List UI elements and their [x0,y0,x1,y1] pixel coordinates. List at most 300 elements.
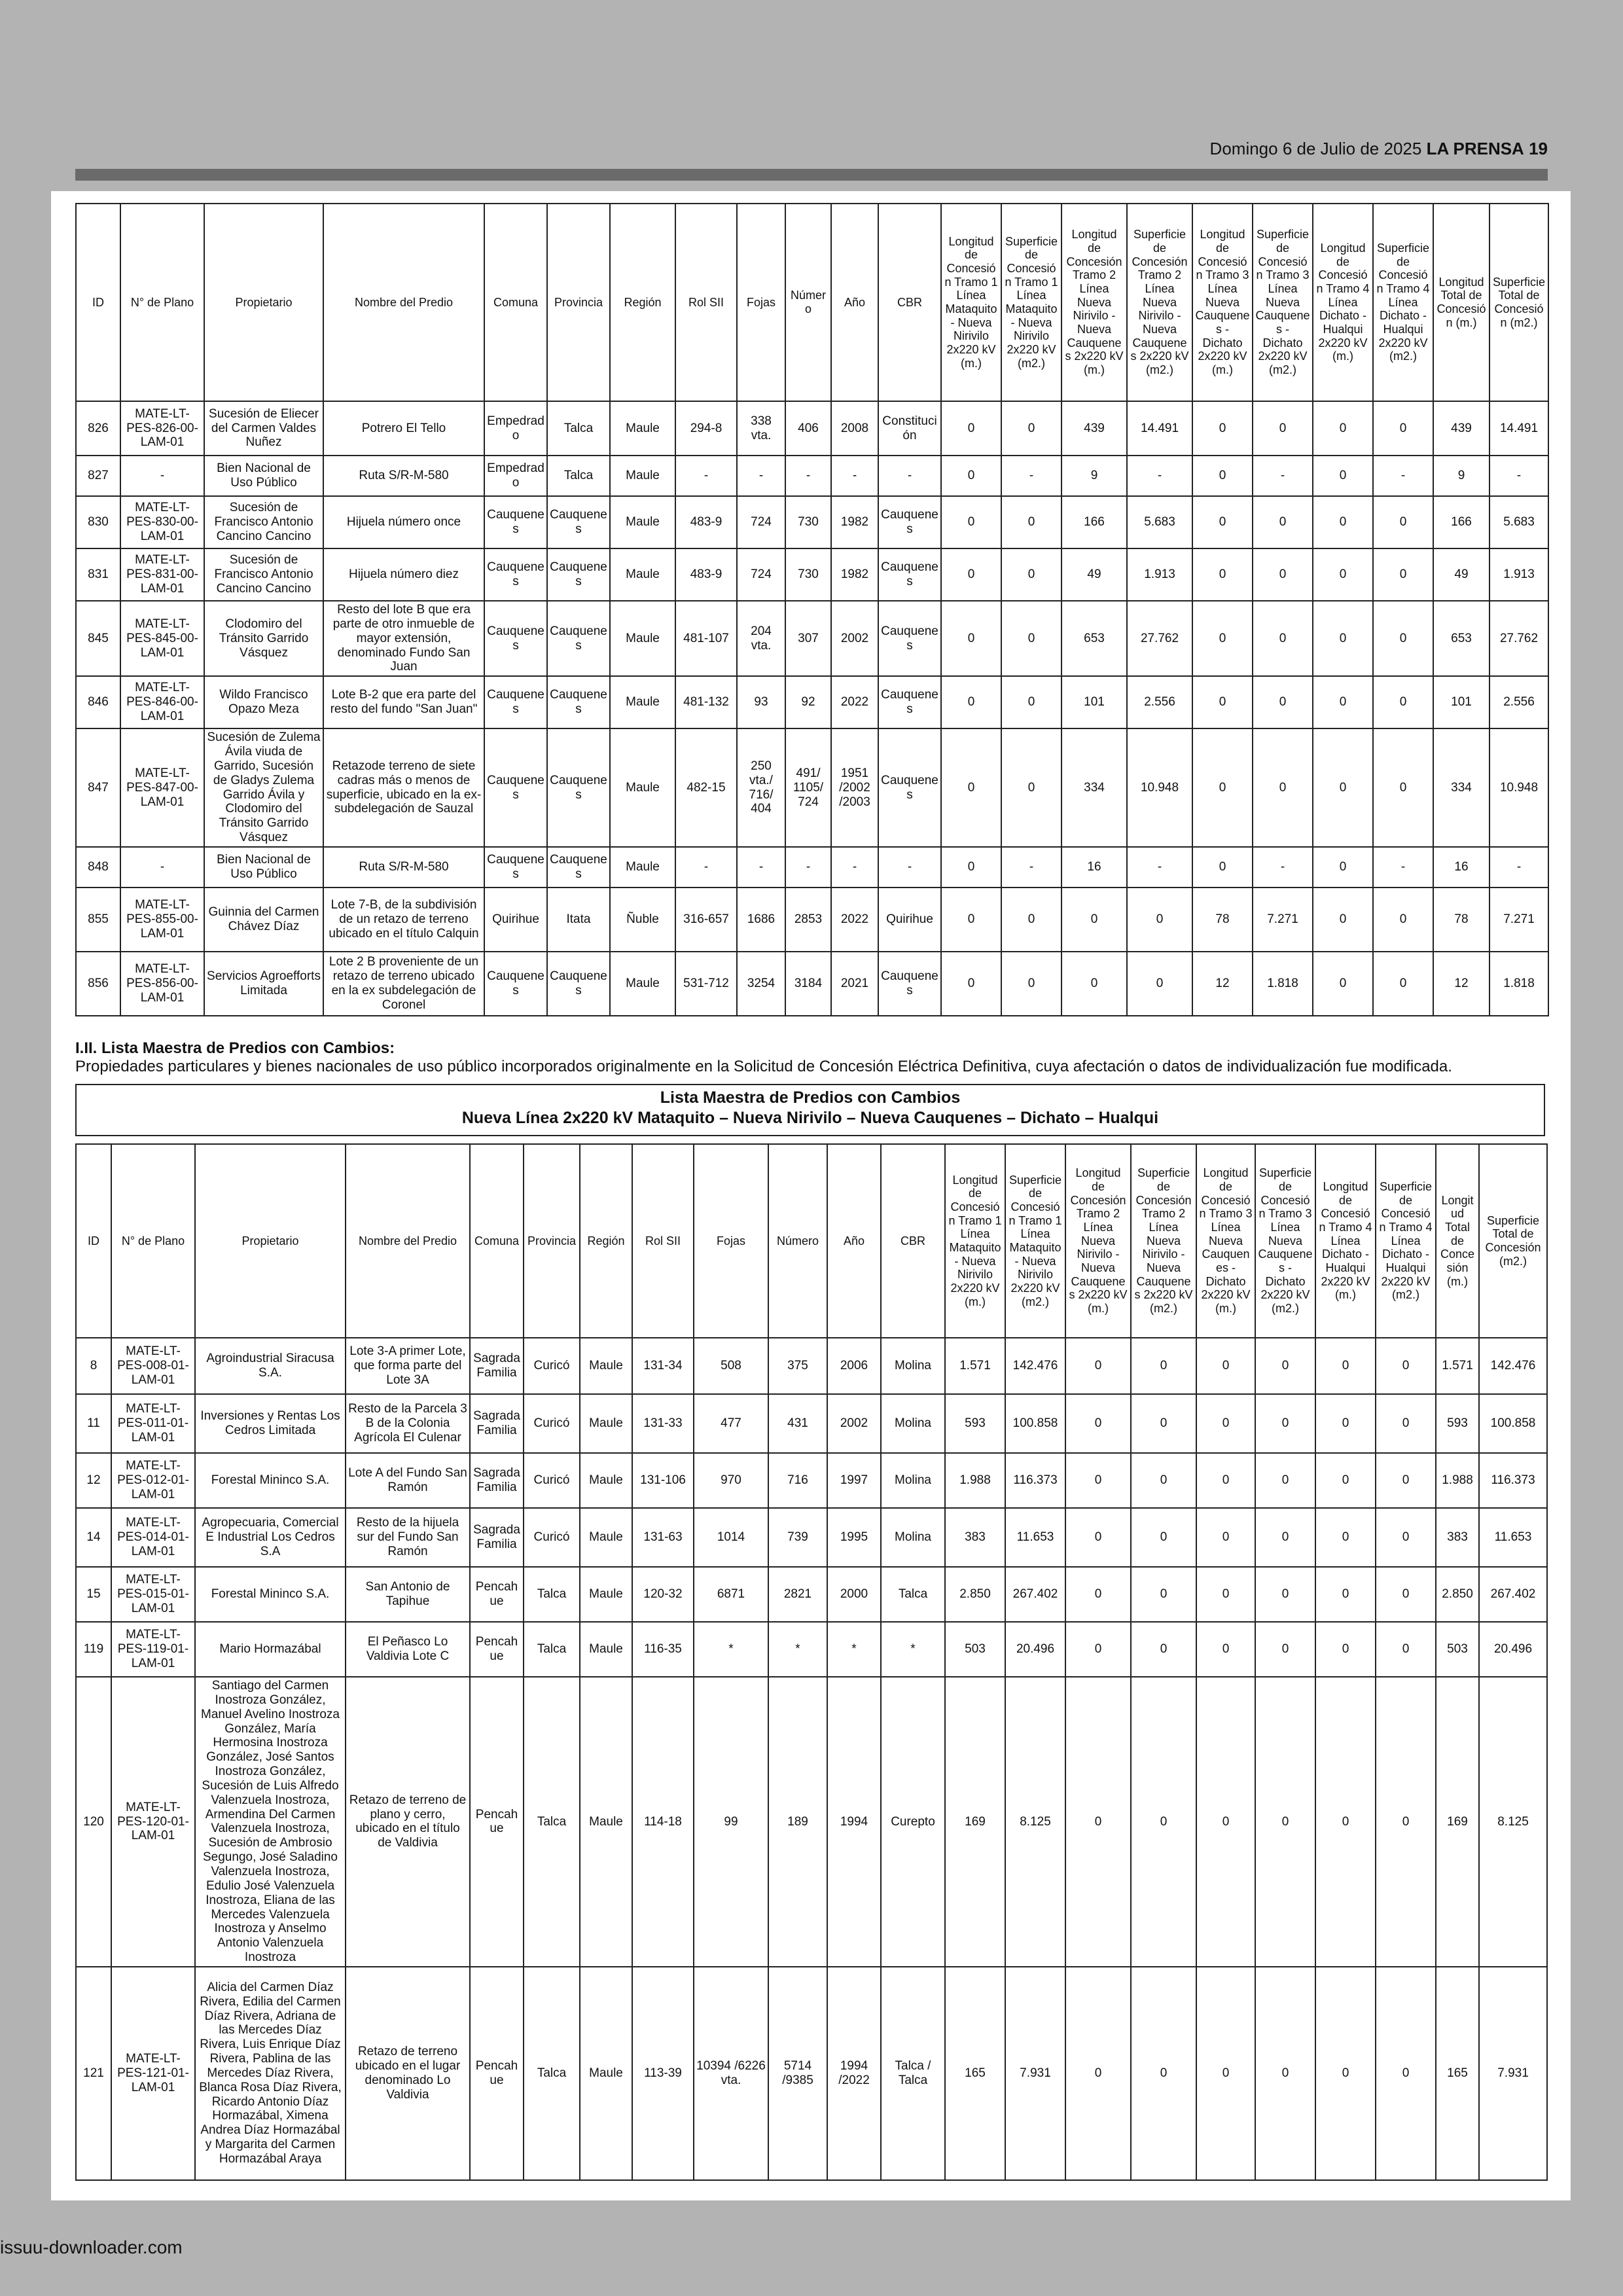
table-row [76,1567,1547,1622]
table-cell: 439 [1061,401,1127,456]
table-cell: Talca [524,1567,580,1622]
column-header: Longitud de Concesión Tramo 4 Línea Dichato - Hualqui 2x220 kV (m.) [1315,1144,1376,1338]
column-header: N° de Plano [120,204,204,401]
table-cell: 11.653 [1005,1508,1065,1567]
table-cell: 16 [1433,847,1489,888]
table-cell: 0 [1373,728,1433,847]
table-cell: 0 [1061,888,1127,952]
table-cell: 0 [941,601,1001,676]
table-cell: Retazode terreno de siete cadras más o menos de superficie, ubicado en la ex-subdelegación de Sauzal [323,728,484,847]
table-cell: Clodomiro del Tránsito Garrido Vásquez [204,601,323,676]
table-cell: Cauquenes [484,676,547,728]
table-cell: Sagrada Familia [470,1394,524,1453]
table-cell: 14.491 [1127,401,1192,456]
table-cell: 1014 [694,1508,768,1567]
table-cell: 11 [76,1394,111,1453]
table-cell: 131-34 [632,1338,694,1394]
table-row [76,1967,1547,2180]
table-cell: 0 [1196,1453,1255,1508]
table-cell: Cauquenes [878,676,941,728]
table-cell: 0 [1255,1453,1315,1508]
column-header: N° de Plano [111,1144,195,1338]
table-cell: 165 [1436,1967,1479,2180]
table-cell: 0 [1192,401,1253,456]
table-cell: 7.271 [1253,888,1313,952]
table-cell: 0 [1192,496,1253,548]
table-cell: 0 [1313,952,1373,1016]
table-row [76,676,1548,728]
table-cell: Cauquenes [484,847,547,888]
page-number: 19 [1529,139,1548,158]
table-cell: 92 [785,676,831,728]
table-cell: 120 [76,1677,111,1967]
table-cell: 294-8 [675,401,737,456]
table-cell: - [785,847,831,888]
table-cell: 0 [1313,496,1373,548]
table-cell: 375 [768,1338,827,1394]
table-cell: Maule [610,847,675,888]
table-cell: 267.402 [1479,1567,1547,1622]
table-cell: Agropecuaria, Comercial E Industrial Los Cedros S.A [195,1508,346,1567]
table-cell: 2022 [831,888,878,952]
table-cell: Agroindustrial Siracusa S.A. [195,1338,346,1394]
table-cell: 119 [76,1622,111,1677]
table-cell: 0 [1131,1567,1196,1622]
table-cell: 593 [945,1394,1005,1453]
table-cell: 49 [1061,548,1127,601]
table-cell: MATE-LT-PES-855-00-LAM-01 [120,888,204,952]
table-cell: 0 [1313,847,1373,888]
column-header: Provincia [524,1144,580,1338]
column-header: Superficie de Concesión Tramo 4 Línea Dichato - Hualqui 2x220 kV (m2.) [1373,204,1433,401]
table-cell: 431 [768,1394,827,1453]
table-cell: Alicia del Carmen Díaz Rivera, Edilia del Carmen Díaz Rivera, Adriana de las Mercedes Díaz Rivera, Luis Enrique Díaz Rivera, Pablina de las Mercedes Díaz Rivera, Blanca Rosa Díaz Rivera, Ricardo Antonio Díaz Hormazábal, Ximena Andrea Díaz Hormazábal y Margarita del Carmen Hormazábal Araya [195,1967,346,2180]
table-cell: Empedrado [484,401,547,456]
table-cell: 5.683 [1489,496,1548,548]
table-cell: Sagrada Familia [470,1338,524,1394]
table-cell: Cauquenes [484,496,547,548]
table-cell: 0 [1255,1967,1315,2180]
table-cell: 10.948 [1127,728,1192,847]
table-cell: Molina [881,1394,945,1453]
table-cell: 0 [1313,456,1373,496]
table-cell: 0 [1253,728,1313,847]
table-cell: 165 [945,1967,1005,2180]
table-cell: 531-712 [675,952,737,1016]
table-cell: Molina [881,1508,945,1567]
table-cell: 1982 [831,496,878,548]
table-cell: 0 [1313,728,1373,847]
table-cell: Maule [580,1567,632,1622]
column-header: Número [785,204,831,401]
table-cell: 131-33 [632,1394,694,1453]
table-cell: 0 [1373,496,1433,548]
table-cell: 0 [1253,601,1313,676]
column-header: Rol SII [675,204,737,401]
table-cell: San Antonio de Tapihue [346,1567,470,1622]
table-cell: 2002 [827,1394,881,1453]
table-cell: 847 [76,728,120,847]
predios-cambios-table [75,1143,1548,2181]
table-cell: Quirihue [878,888,941,952]
table-cell: - [1253,847,1313,888]
table-cell: 0 [1315,1338,1376,1394]
table-cell: Maule [610,676,675,728]
table-cell: 856 [76,952,120,1016]
table-row [76,496,1548,548]
table-cell: Cauquenes [484,548,547,601]
column-header: Rol SII [632,1144,694,1338]
table-cell: Sucesión de Eliecer del Carmen Valdes Nuñez [204,401,323,456]
table-cell: 0 [1192,676,1253,728]
column-header: Número [768,1144,827,1338]
table-cell: Curicó [524,1394,580,1453]
table-cell: MATE-LT-PES-121-01-LAM-01 [111,1967,195,2180]
table-cell: 0 [1131,1338,1196,1394]
table-cell: 0 [1061,952,1127,1016]
table-cell: 482-15 [675,728,737,847]
table-cell: 189 [768,1677,827,1967]
table-cell: 0 [1196,1622,1255,1677]
table-cell: 0 [1315,1677,1376,1967]
table-cell: MATE-LT-PES-847-00-LAM-01 [120,728,204,847]
table-row [76,548,1548,601]
table-cell: Sagrada Familia [470,1508,524,1567]
table-cell: 0 [1196,1338,1255,1394]
table-row [76,847,1548,888]
table-cell: 16 [1061,847,1127,888]
table-cell: 831 [76,548,120,601]
table-cell: 0 [1001,952,1061,1016]
table-row [76,401,1548,456]
table-cell: - [1253,456,1313,496]
table-cell: 334 [1433,728,1489,847]
table-cell: 131-63 [632,1508,694,1567]
table-cell: 0 [1255,1622,1315,1677]
table-cell: 0 [1001,676,1061,728]
table-cell: 1.913 [1489,548,1548,601]
table-cell: Empedrado [484,456,547,496]
watermark: issuu-downloader.com [0,2237,183,2257]
table-cell: 49 [1433,548,1489,601]
table-row [76,456,1548,496]
table-cell: 481-132 [675,676,737,728]
table-cell: 0 [1313,601,1373,676]
table-cell: Santiago del Carmen Inostroza González, Manuel Avelino Inostroza González, María Hermosina Inostroza González, José Santos Inostroza González, Sucesión de Luis Alfredo Valenzuela Inostroza, Armendina Del Carmen Valenzuela Inostroza, Sucesión de Ambrosio Segungo, José Saladino Valenzuela Inostroza, Edulio José Valenzuela Inostroza, Eliana de las Mercedes Valenzuela Inostroza y Anselmo Antonio Valenzuela Inostroza [195,1677,346,1967]
table-cell: Potrero El Tello [323,401,484,456]
table-cell: 0 [1001,728,1061,847]
table-cell: 93 [737,676,785,728]
column-header: Comuna [470,1144,524,1338]
table-cell: 0 [1196,1967,1255,2180]
table-cell: Talca [524,1622,580,1677]
table-cell: 653 [1433,601,1489,676]
table-cell: Lote A del Fundo San Ramón [346,1453,470,1508]
table-cell: - [1001,847,1061,888]
table-cell: 0 [941,847,1001,888]
table-cell: Cauquenes [878,601,941,676]
table-cell: 9 [1061,456,1127,496]
column-header: Región [610,204,675,401]
table-cell: Cauquenes [484,601,547,676]
table-cell: 730 [785,496,831,548]
table-cell: 508 [694,1338,768,1394]
table-cell: Resto de la hijuela sur del Fundo San Ramón [346,1508,470,1567]
table-cell: - [1489,456,1548,496]
column-header: Superficie de Concesión Tramo 2 Línea Nueva Nirivilo - Nueva Cauquenes 2x220 kV (m2.) [1127,204,1192,401]
table-cell: 5714 /9385 [768,1967,827,2180]
table-cell: - [1127,456,1192,496]
table-cell: - [1373,456,1433,496]
table-cell: 2021 [831,952,878,1016]
table-cell: 2.556 [1489,676,1548,728]
table-cell: 0 [1196,1508,1255,1567]
table-cell: MATE-LT-PES-119-01-LAM-01 [111,1622,195,1677]
table-cell: 1.571 [945,1338,1005,1394]
table-cell: Inversiones y Rentas Los Cedros Limitada [195,1394,346,1453]
column-header: Superficie de Concesión Tramo 3 Línea Nueva Cauquenes - Dichato 2x220 kV (m2.) [1253,204,1313,401]
table-cell: 0 [1253,676,1313,728]
table-cell: 204 vta. [737,601,785,676]
table-row [76,1622,1547,1677]
table-cell: Cauquenes [547,601,610,676]
table-row [76,728,1548,847]
table-cell: 0 [1065,1622,1131,1677]
column-header: Longitud Total de Concesión (m.) [1433,204,1489,401]
table-cell: 3254 [737,952,785,1016]
table-cell: 593 [1436,1394,1479,1453]
table-cell: Curicó [524,1508,580,1567]
table-cell: Maule [610,456,675,496]
table-cell: 830 [76,496,120,548]
table-cell: 2.850 [945,1567,1005,1622]
table-cell: 0 [1255,1567,1315,1622]
table-cell: 970 [694,1453,768,1508]
table-cell: Maule [580,1394,632,1453]
list-title-box [75,1084,1545,1136]
table-cell: 116-35 [632,1622,694,1677]
table-cell: 0 [941,888,1001,952]
table-cell: 0 [1373,601,1433,676]
table-cell: 0 [941,676,1001,728]
table-cell: 724 [737,496,785,548]
table-cell: Cauquenes [547,548,610,601]
table-cell: Cauquenes [484,728,547,847]
column-header: Longitud de Concesión Tramo 2 Línea Nueva Nirivilo - Nueva Cauquenes 2x220 kV (m.) [1065,1144,1131,1338]
column-header: Longitud de Concesión Tramo 1 Línea Mataquito - Nueva Nirivilo 2x220 kV (m.) [945,1144,1005,1338]
table-cell: MATE-LT-PES-015-01-LAM-01 [111,1567,195,1622]
table-cell: 0 [1001,888,1061,952]
column-header: Longitud de Concesión Tramo 4 Línea Dichato - Hualqui 2x220 kV (m.) [1313,204,1373,401]
table-cell: Constitución [878,401,941,456]
table-cell: 0 [1376,1567,1436,1622]
table-cell: 477 [694,1394,768,1453]
column-header: Comuna [484,204,547,401]
table-cell: 0 [1131,1394,1196,1453]
column-header: Superficie Total de Concesión (m2.) [1489,204,1548,401]
table-cell: 653 [1061,601,1127,676]
column-header: ID [76,204,120,401]
table-cell: - [675,847,737,888]
table-cell: 0 [1131,1453,1196,1508]
table-cell: Molina [881,1453,945,1508]
table-cell: Maule [610,496,675,548]
table-cell: Maule [580,1622,632,1677]
table-cell: - [737,847,785,888]
table-cell: MATE-LT-PES-845-00-LAM-01 [120,601,204,676]
table-cell: Retazo de terreno ubicado en el lugar denominado Lo Valdivia [346,1967,470,2180]
table-cell: 100.858 [1005,1394,1065,1453]
table-cell: 2022 [831,676,878,728]
table-cell: 169 [945,1677,1005,1967]
table-cell: 5.683 [1127,496,1192,548]
table-cell: 716 [768,1453,827,1508]
table-cell: MATE-LT-PES-831-00-LAM-01 [120,548,204,601]
table-cell: Ruta S/R-M-580 [323,456,484,496]
table-cell: 8.125 [1479,1677,1547,1967]
newspaper-name: LA PRENSA [1426,139,1524,158]
table-cell: Cauquenes [878,548,941,601]
table-cell: 0 [1315,1394,1376,1453]
table-cell: Talca [547,401,610,456]
table-cell: Cauquenes [547,952,610,1016]
table-cell: Maule [580,1508,632,1567]
table-cell: 2.556 [1127,676,1192,728]
table-cell: Maule [580,1338,632,1394]
table-row [76,952,1548,1016]
table-cell: 0 [1255,1338,1315,1394]
table-cell: - [120,456,204,496]
table-cell: 0 [1127,952,1192,1016]
table-cell: 491/ 1105/ 724 [785,728,831,847]
table-cell: 20.496 [1479,1622,1547,1677]
table-cell: 0 [1065,1967,1131,2180]
table-cell: MATE-LT-PES-011-01-LAM-01 [111,1394,195,1453]
table-cell: 0 [941,548,1001,601]
table-cell: Bien Nacional de Uso Público [204,456,323,496]
table-cell: 12 [1192,952,1253,1016]
table-cell: MATE-LT-PES-830-00-LAM-01 [120,496,204,548]
table-cell: Talca / Talca [881,1967,945,2180]
column-header: Provincia [547,204,610,401]
table-cell: 338 vta. [737,401,785,456]
table-cell: 1994 [827,1677,881,1967]
table-cell: 10.948 [1489,728,1548,847]
table-cell: Pencahue [470,1967,524,2180]
table-row [76,601,1548,676]
newspaper-page [51,191,1571,2200]
table-cell: 78 [1433,888,1489,952]
table-cell: 0 [941,456,1001,496]
table-cell: - [675,456,737,496]
table-cell: 113-39 [632,1967,694,2180]
table-cell: 0 [1313,401,1373,456]
column-header: Longitud de Concesión Tramo 3 Línea Nueva Cauquenes - Dichato 2x220 kV (m.) [1196,1144,1255,1338]
table-cell: 0 [1373,888,1433,952]
table-cell: Pencahue [470,1567,524,1622]
table-cell: 0 [1131,1508,1196,1567]
table-cell: 0 [1065,1338,1131,1394]
table-cell: 169 [1436,1677,1479,1967]
table-cell: 0 [1253,548,1313,601]
column-header: Longitud de Concesión Tramo 2 Línea Nueva Nirivilo - Nueva Cauquenes 2x220 kV (m.) [1061,204,1127,401]
table-cell: 0 [1376,1453,1436,1508]
column-header: Región [580,1144,632,1338]
table-cell: 1686 [737,888,785,952]
table-cell: Hijuela número once [323,496,484,548]
table-cell: Wildo Francisco Opazo Meza [204,676,323,728]
table-cell: 20.496 [1005,1622,1065,1677]
table-cell: 0 [1373,952,1433,1016]
table-cell: 0 [1376,1508,1436,1567]
table-cell: Cauquenes [878,496,941,548]
table-cell: 0 [1065,1453,1131,1508]
table-cell: Maule [610,401,675,456]
table-row [76,1677,1547,1967]
table-cell: Maule [580,1453,632,1508]
table-cell: Sagrada Familia [470,1453,524,1508]
table-cell: Sucesión de Francisco Antonio Cancino Cancino [204,548,323,601]
section-description: Propiedades particulares y bienes nacionales de uso público incorporados originalmente en la Solicitud de Concesión Eléctrica Definitiva, cuya afectación o datos de individualización fue modificada. [75,1058,1452,1075]
table-cell: 0 [1376,1967,1436,2180]
table-cell: 2006 [827,1338,881,1394]
table-cell: 2002 [831,601,878,676]
table-cell: 0 [1313,888,1373,952]
table-cell: Cauquenes [878,728,941,847]
table-cell: 0 [941,401,1001,456]
table-cell: 0 [1376,1622,1436,1677]
table-cell: - [1001,456,1061,496]
table-cell: 1.913 [1127,548,1192,601]
column-header: Nombre del Predio [346,1144,470,1338]
table-cell: 116.373 [1005,1453,1065,1508]
table-cell: 730 [785,548,831,601]
table-cell: 0 [1001,601,1061,676]
table-cell: 101 [1061,676,1127,728]
table-cell: Molina [881,1338,945,1394]
table-row [76,1338,1547,1394]
table-cell: 483-9 [675,496,737,548]
table-cell: 0 [1001,401,1061,456]
column-header: Fojas [694,1144,768,1338]
table-cell: 503 [945,1622,1005,1677]
table-cell: 848 [76,847,120,888]
table-cell: 0 [1315,1967,1376,2180]
column-header: Superficie de Concesión Tramo 4 Línea Dichato - Hualqui 2x220 kV (m2.) [1376,1144,1436,1338]
table-cell: 383 [1436,1508,1479,1567]
table-cell: Lote 2 B proveniente de un retazo de terreno ubicado en la ex subdelegación de Coronel [323,952,484,1016]
table-cell: - [1489,847,1548,888]
table-cell: 406 [785,401,831,456]
table-cell: 0 [1373,548,1433,601]
table-cell: 114-18 [632,1677,694,1967]
table-cell: - [878,456,941,496]
table-cell: Cauquenes [547,847,610,888]
table-cell: 0 [1315,1508,1376,1567]
table-cell: Maule [610,601,675,676]
table-cell: Talca [547,456,610,496]
table-cell: - [1373,847,1433,888]
list-title: Lista Maestra de Predios con Cambios [660,1088,961,1107]
header-rule [75,169,1548,181]
table-cell: Cauquenes [547,496,610,548]
table-cell: Pencahue [470,1622,524,1677]
table-cell: 0 [941,496,1001,548]
table-cell: * [827,1622,881,1677]
table-cell: Talca [524,1967,580,2180]
table-cell: 2.850 [1436,1567,1479,1622]
table-cell: 0 [1376,1677,1436,1967]
